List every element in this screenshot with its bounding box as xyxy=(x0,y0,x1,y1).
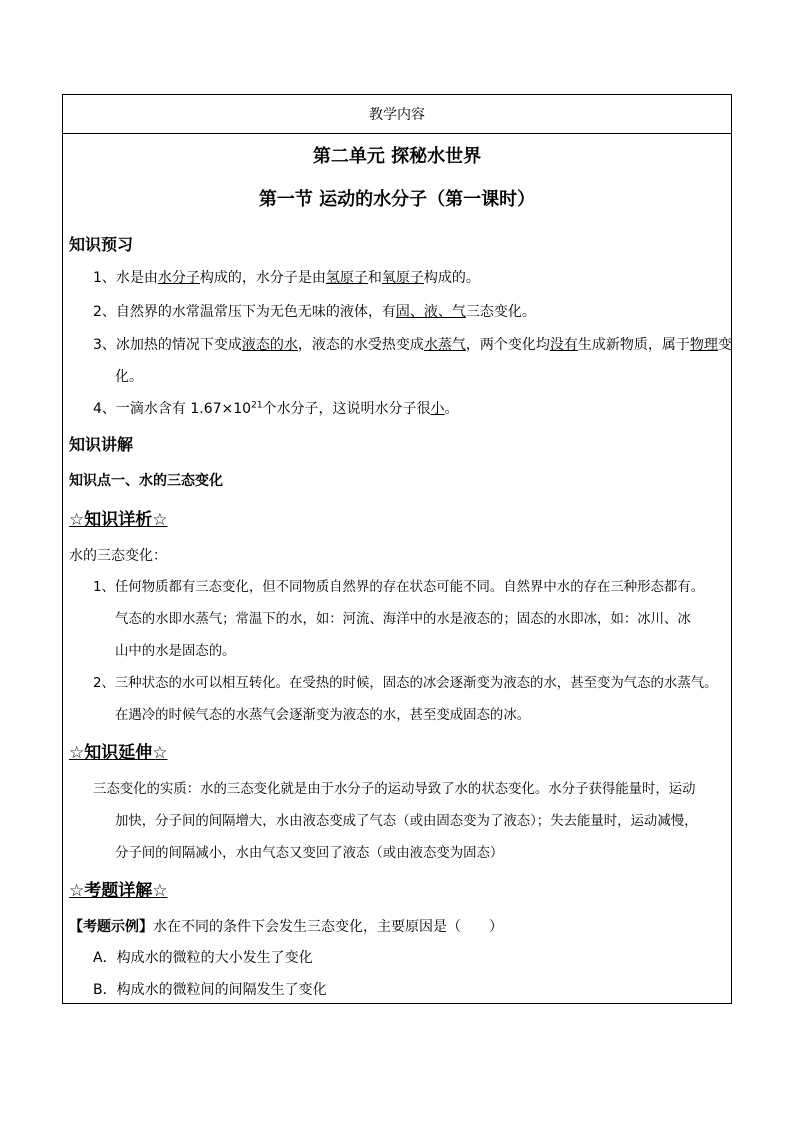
preview-item-3-cont: 化。 xyxy=(115,369,143,385)
text: 和 xyxy=(367,270,382,286)
blank-answer: 氢原子 xyxy=(325,270,368,286)
blank-answer: 水蒸气 xyxy=(423,337,466,353)
extension-line-1: 三态变化的实质：水的三态变化就是由于水分子的运动导致了水的状态变化。水分子获得能量时，运动 xyxy=(93,782,696,797)
blank-answer: 水分子 xyxy=(157,270,200,286)
extension-heading: ☆知识延伸☆ xyxy=(69,743,168,763)
exam-example-label: 【考题示例】 xyxy=(69,919,153,935)
text: 一滴水含有 1.67×10 xyxy=(115,401,252,417)
analysis-item-1-line-2: 气态的水即水蒸气；常温下的水，如：河流、海洋中的水是液态的；固态的水即冰，如：冰川、冰 xyxy=(115,612,691,627)
preview-item-2 xyxy=(93,301,536,321)
blank-answer: 没有 xyxy=(549,337,578,353)
blank-answer: 氧原子 xyxy=(381,270,424,286)
text: 水是由 xyxy=(115,270,158,286)
exam-example xyxy=(69,916,503,936)
text: 冰加热的情况下变成 xyxy=(115,337,242,353)
exam-option-b: B．构成水的微粒间的间隔发生了变化 xyxy=(93,982,327,998)
preview-item-1 xyxy=(93,267,480,287)
text: 生成新物质，属于 xyxy=(577,337,690,353)
analysis-item-2-line-2: 在遇冷的时候气态的水蒸气会逐渐变为液态的水，甚至变成固态的冰。 xyxy=(115,708,531,723)
text: 自然界的水常温常压下为无色无味的液体，有 xyxy=(115,304,396,320)
exponent: 21 xyxy=(251,400,263,411)
blank-answer: 液态的水 xyxy=(241,337,298,353)
text: 三态变化。 xyxy=(465,304,536,320)
preview-item-3 xyxy=(93,334,732,354)
item-number: 3、 xyxy=(93,337,116,353)
text: 构成的。 xyxy=(423,270,480,286)
section-title: 第一节 运动的水分子（第一课时） xyxy=(258,189,536,210)
preview-heading: 知识预习 xyxy=(69,235,134,254)
analysis-item-1-line-3: 山中的水是固态的。 xyxy=(115,644,236,659)
extension-line-3: 分子间的间隔减小，水由气态又变回了液态（或由液态变为固态） xyxy=(115,846,504,861)
explain-heading: 知识讲解 xyxy=(69,435,134,454)
item-number: 2、 xyxy=(93,304,116,320)
preview-item-4 xyxy=(93,398,459,418)
blank-answer: 物理 xyxy=(689,337,718,353)
text: 变 xyxy=(717,337,732,353)
table-header: 教学内容 xyxy=(63,95,731,134)
text: 个水分子，这说明水分子很 xyxy=(262,401,431,417)
item-number: 4、 xyxy=(93,401,116,417)
exam-option-a: A．构成水的微粒的大小发生了变化 xyxy=(93,950,313,966)
text: ，两个变化均 xyxy=(465,337,550,353)
analysis-intro: 水的三态变化： xyxy=(69,548,167,564)
exam-heading: ☆考题详解☆ xyxy=(69,881,168,901)
knowledge-point-1: 知识点一、水的三态变化 xyxy=(69,473,223,489)
analysis-item-1-line-1: 1、任何物质都有三态变化，但不同物质自然界的存在状态可能不同。自然界中水的存在三种形态都有。 xyxy=(93,580,705,595)
text: 。 xyxy=(444,401,459,417)
text: ，液态的水受热变成 xyxy=(297,337,424,353)
analysis-item-2-line-1: 2、三种状态的水可以相互转化。在受热的时候，固态的冰会逐渐变为液态的水，甚至变为气态的水蒸气。 xyxy=(93,676,718,691)
text: 构成的，水分子是由 xyxy=(199,270,326,286)
unit-title: 第二单元 探秘水世界 xyxy=(312,146,482,167)
blank-answer: 小 xyxy=(430,401,445,417)
analysis-heading: ☆知识详析☆ xyxy=(69,510,168,530)
extension-line-2: 加快，分子间的间隔增大，水由液态变成了气态（或由固态变为了液态）；失去能量时，运动减慢， xyxy=(115,814,698,829)
item-number: 1、 xyxy=(93,270,116,286)
lesson-table xyxy=(62,94,732,1004)
blank-answer: 固、液、气 xyxy=(395,304,466,320)
exam-example-text: 水在不同的条件下会发生三态变化，主要原因是（ ） xyxy=(153,919,503,935)
